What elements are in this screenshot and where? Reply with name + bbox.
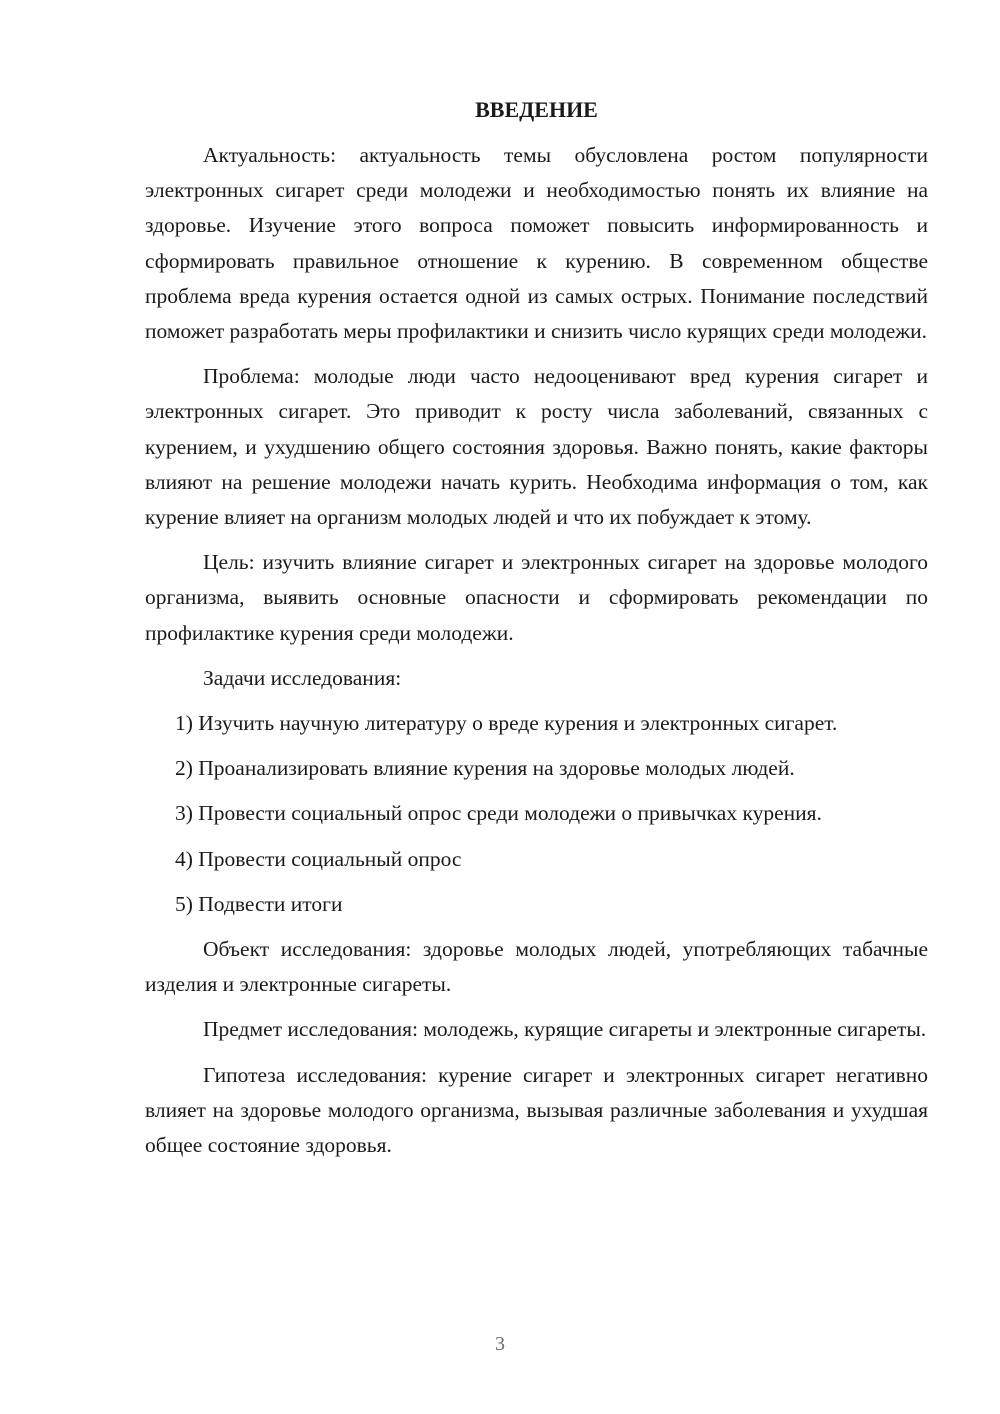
document-page <box>145 94 928 1163</box>
task-item-4: 4) Провести социальный опрос <box>175 846 462 871</box>
task-item-3: 3) Провести социальный опрос среди молодежи о привычках курения. <box>175 801 822 826</box>
goal-paragraph: Цель: изучить влияние сигарет и электронных сигарет на здоровье молодого организма, выявить основные опасности и сформировать рекомендации по профилактике курения среди молодежи. <box>145 550 928 645</box>
object-paragraph: Объект исследования: здоровье молодых людей, употребляющих табачные изделия и электронные сигареты. <box>145 937 928 997</box>
tasks-title: Задачи исследования: <box>203 665 402 690</box>
problem-paragraph: Проблема: молодые люди часто недооценивают вред курения сигарет и электронных сигарет. Это приводит к росту числа заболеваний, связанных с курением, и ухудшению общего состояния здоровья. Важно понять, какие факторы влияют на решение молодежи начать курить. Необходима информация о том, как курение влияет на организм молодых людей и что их побуждает к этому. <box>145 364 928 530</box>
task-item-1: 1) Изучить научную литературу о вреде курения и электронных сигарет. <box>175 711 838 736</box>
subject-paragraph: Предмет исследования: молодежь, курящие сигареты и электронные сигареты. <box>203 1017 927 1042</box>
relevance-paragraph: Актуальность: актуальность темы обусловлена ростом популярности электронных сигарет среди молодежи и необходимостью понять их влияние на здоровье. Изучение этого вопроса поможет повысить информированность и сформировать правильное отношение к курению. В современном обществе проблема вреда курения остается одной из самых острых. Понимание последствий поможет разработать меры профилактики и снизить число курящих среди молодежи. <box>145 143 928 344</box>
task-item-2: 2) Проанализировать влияние курения на здоровье молодых людей. <box>175 756 795 781</box>
page-title: ВВЕДЕНИЕ <box>475 97 598 122</box>
task-item-5: 5) Подвести итоги <box>175 891 343 916</box>
hypothesis-paragraph: Гипотеза исследования: курение сигарет и электронных сигарет негативно влияет на здоровье молодого организма, вызывая различные заболевания и ухудшая общее состояние здоровья. <box>145 1062 928 1158</box>
page-number: 3 <box>495 1333 505 1355</box>
